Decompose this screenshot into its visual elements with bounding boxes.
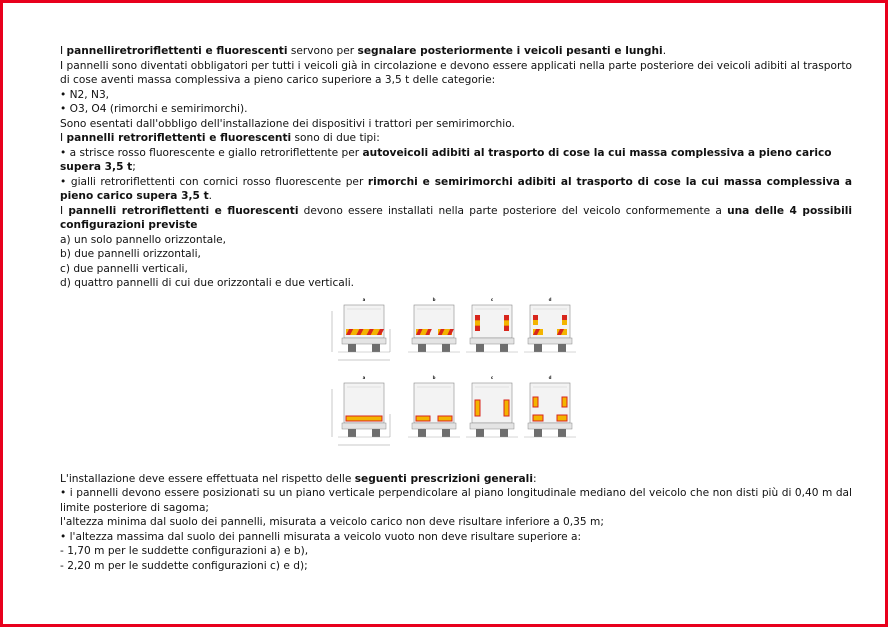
yellow-panel	[557, 415, 567, 421]
vehicle-bumper	[412, 338, 456, 344]
category-item: • O3, O4 (rimorchi e semirimorchi).	[60, 103, 248, 115]
yellow-panel	[346, 416, 382, 421]
panel-stripe	[475, 325, 480, 330]
vehicle-wheel	[418, 429, 426, 437]
panel-stripe	[504, 325, 509, 330]
config-letter: d	[548, 296, 552, 302]
config-item: c) due pannelli verticali,	[60, 262, 188, 275]
obligation-paragraph: I pannelli sono diventati obbligatori per tutti i veicoli già in circolazione e devono essere applicati nella parte posteriore dei veicoli adibiti al trasporto di cose aventi massa complessiva a pieno carico superiore a 3,5 t delle categorie:	[60, 59, 852, 86]
vehicle-wheel	[534, 344, 542, 352]
vehicle-wheel	[476, 344, 484, 352]
config-letter: a	[362, 374, 366, 380]
yellow-panel	[416, 416, 430, 421]
rule-item: l'altezza minima dal suolo dei pannelli, misurata a veicolo carico non deve risultare inferiore a 0,35 m;	[60, 516, 604, 528]
vehicle-wheel	[500, 429, 508, 437]
yellow-panel	[533, 415, 543, 421]
trailer-rear-row	[332, 375, 576, 445]
panel-stripe	[475, 315, 480, 320]
install-paragraph: I pannelli retroriflettenti e fluorescenti devono essere installati nella parte posteriore del veicolo conformemente a una delle 4 possibili configurazioni previste	[60, 204, 853, 231]
type-item-yellow: • gialli retroriflettenti con cornici rosso fluorescente per rimorchi e semirimorchi adibiti al trasporto di cose la cui massa complessiva a pieno carico supera 3,5 t.	[60, 175, 852, 202]
vehicle-wheel	[372, 429, 380, 437]
panel-stripe	[533, 315, 538, 320]
config-item: b) due pannelli orizzontali,	[60, 248, 201, 260]
vehicle-wheel	[558, 429, 566, 437]
config-letter: c	[490, 374, 494, 380]
document-body	[60, 44, 852, 573]
yellow-panel	[562, 397, 567, 407]
vehicle-wheel	[348, 344, 356, 352]
vehicle-bumper	[470, 338, 514, 344]
general-intro: L'installazione deve essere effettuata nel rispetto delle seguenti prescrizioni generali:	[60, 472, 537, 485]
exempt-paragraph: Sono esentati dall'obbligo dell'installazione dei dispositivi i trattori per semirimorchio.	[60, 117, 515, 130]
vehicle-bumper	[470, 423, 514, 429]
rule-item: - 2,20 m per le suddette configurazioni c) e d);	[60, 559, 308, 572]
vehicle-wheel	[442, 429, 450, 437]
config-letter: a	[362, 296, 366, 302]
types-intro: I pannelli retroriflettenti e fluorescenti sono di due tipi:	[60, 132, 380, 144]
vehicle-bumper	[528, 423, 572, 429]
vehicle-bumper	[342, 423, 386, 429]
yellow-panel	[438, 416, 452, 421]
config-item: d) quattro pannelli di cui due orizzontali e due verticali.	[60, 277, 355, 289]
vehicle-wheel	[372, 344, 380, 352]
config-letter: d	[548, 374, 552, 380]
vehicle-bumper	[342, 338, 386, 344]
config-letter: c	[490, 296, 494, 302]
vehicle-bumper	[412, 423, 456, 429]
vehicle-wheel	[348, 429, 356, 437]
vehicle-wheel	[418, 344, 426, 352]
vehicle-bumper	[528, 338, 572, 344]
rule-item: • i pannelli devono essere posizionati su un piano verticale perpendicolare al piano longitudinale mediano del veicolo che non disti più di 0,40 m dal limite posteriore di sagoma;	[60, 487, 852, 514]
yellow-panel	[504, 400, 509, 416]
yellow-panel	[475, 400, 480, 416]
vehicle-wheel	[534, 429, 542, 437]
config-letter: b	[432, 374, 436, 380]
rule-item: - 1,70 m per le suddette configurazioni a) e b),	[60, 545, 309, 557]
panel-configurations-svg	[60, 297, 852, 462]
type-item-striped: • a strisce rosso fluorescente e giallo retroriflettente per autoveicoli adibiti al trasporto di cose la cui massa complessiva a pieno carico supera 3,5 t;	[60, 146, 832, 173]
category-item: • N2, N3,	[60, 88, 110, 101]
panel-configurations-figure	[60, 297, 852, 462]
config-letter: b	[432, 296, 436, 302]
panel-stripe	[504, 315, 509, 320]
truck-rear-row	[332, 297, 576, 360]
vehicle-wheel	[442, 344, 450, 352]
vehicle-wheel	[476, 429, 484, 437]
intro-paragraph: I pannelliretroriflettenti e fluorescenti servono per segnalare posteriormente i veicoli pesanti e lunghi.	[60, 45, 667, 57]
panel-stripe	[562, 315, 567, 320]
rule-item: • l'altezza massima dal suolo dei pannelli misurata a veicolo vuoto non deve risultare superiore a:	[60, 530, 582, 543]
config-item: a) un solo pannello orizzontale,	[60, 233, 227, 246]
vehicle-wheel	[558, 344, 566, 352]
yellow-panel	[533, 397, 538, 407]
vehicle-wheel	[500, 344, 508, 352]
